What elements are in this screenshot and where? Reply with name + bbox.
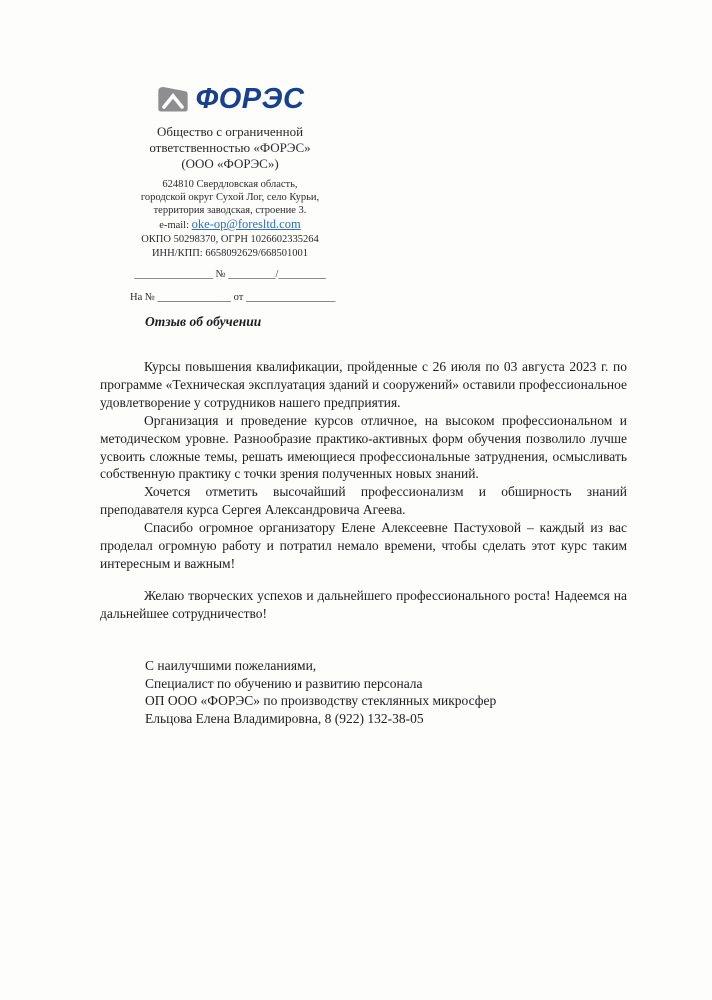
inn-kpp-line: ИНН/КПП: 6658092629/668501001: [151, 247, 309, 259]
okpo-ogrn-line: ОКПО 50298370, ОГРН 1026602335264: [141, 234, 319, 245]
company-name: [118, 124, 342, 172]
logo-wordmark: ФОРЭС: [195, 82, 305, 115]
email-link[interactable]: oke-op@foresltd.com: [191, 217, 301, 231]
reference-number-blank-line: На № ______________ от _________________: [130, 292, 336, 303]
signature-line: ОП ООО «ФОРЭС» по производству стеклянных микросфер: [145, 693, 497, 709]
letter-body: [100, 358, 627, 623]
letter-paragraph: Организация и проведение курсов отличное, на высоком профессиональном и методическом уровне. Разнообразие практико-активных форм обучения позволило лучше усвоить сложные темы, решать имеющиеся профессиональные затруднения, осмысливать собственную практику с точки зрения полученных новых знаний.: [100, 412, 627, 482]
company-address: [118, 178, 342, 217]
letterhead: [118, 84, 342, 303]
company-name-line: (ООО «ФОРЭС»): [181, 156, 279, 171]
email-label: e-mail:: [159, 220, 190, 231]
letter-paragraph: Желаю творческих успехов и дальнейшего профессионального роста! Надеемся на дальнейшее сотрудничество!: [100, 587, 627, 621]
registration-numbers: [118, 233, 342, 260]
company-name-line: ответственностью «ФОРЭС»: [149, 140, 311, 155]
address-line: 624810 Свердловская область,: [162, 179, 298, 190]
company-name-line: Общество с ограниченной: [156, 124, 304, 139]
outgoing-number-blank-line: _______________ № _________/_________: [134, 269, 326, 280]
signature-line: С наилучшими пожеланиями,: [145, 658, 317, 673]
letter-title: Отзыв об обучении: [145, 314, 262, 329]
letter-paragraph: Курсы повышения квалификации, пройденные с 26 июля по 03 августа 2023 г. по программе «Техническая эксплуатация зданий и сооружений» оставили профессиональное удовлетворение у сотрудников нашего предприятия.: [100, 359, 627, 410]
signature-block: [145, 657, 496, 728]
address-line: территория заводская, строение 3.: [153, 205, 307, 216]
signature-line: Ельцова Елена Владимировна, 8 (922) 132-38-05: [145, 711, 424, 727]
letter-paragraph: Хочется отметить высочайший профессионализм и обширность знаний преподавателя курса Сергея Александровича Агеева.: [100, 484, 627, 518]
signature-line: Специалист по обучению и развитию персонала: [145, 675, 423, 691]
letter-paragraph: Спасибо огромное организатору Елене Алексеевне Пастуховой – каждый из вас проделал огромную работу и потратил немало времени, чтобы сделать этот курс таким интересным и важным!: [100, 520, 627, 571]
address-line: городской округ Сухой Лог, село Курьи,: [140, 192, 320, 203]
company-logo: [118, 84, 342, 114]
email-line: [118, 217, 342, 233]
mountain-chevron-logo-icon: [156, 84, 190, 114]
